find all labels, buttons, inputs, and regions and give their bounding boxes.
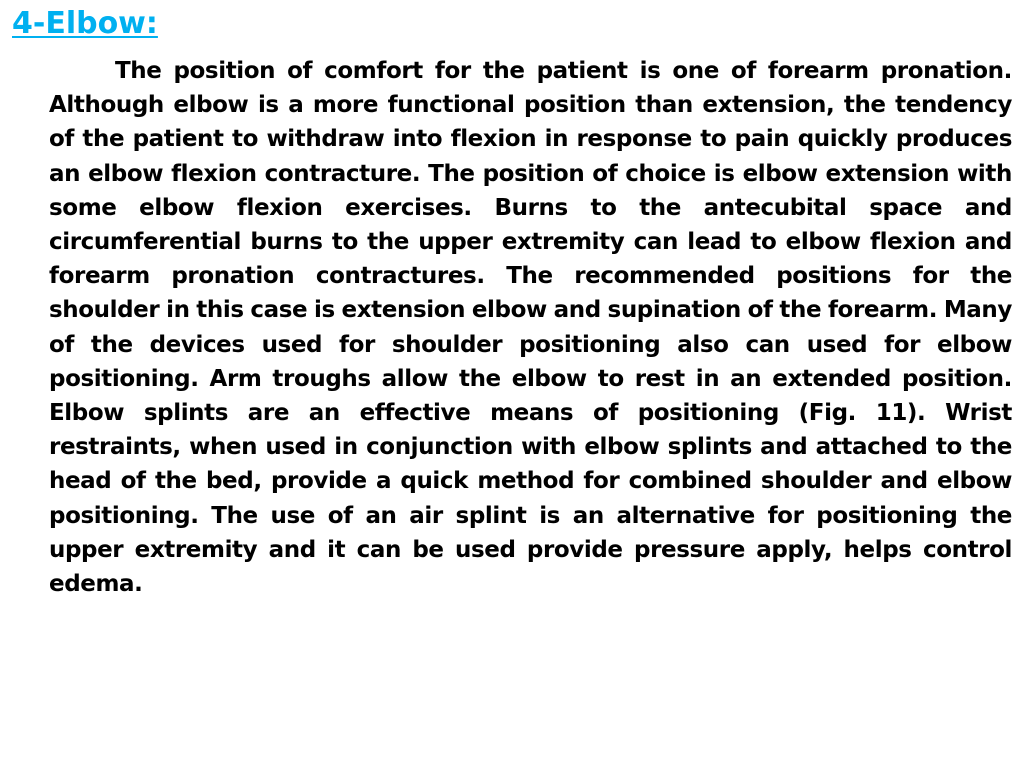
slide-heading: 4-Elbow: xyxy=(12,6,158,41)
body-paragraph: The position of comfort for the patient is one of forearm pronation. Although elbow is a more functional position than extension, the tendency of the patient to withdraw into flexion in response to pain quickly produces an elbow flexion contracture. The position of choice is elbow extension with some elbow flexion exercises. Burns to the antecubital space and circumferential burns to the upper extremity can lead to elbow flexion and forearm pronation contractures. The recommended positions for the shoulder in this case is extension elbow and supination of the forearm. Many of the devices used for shoulder positioning also can used for elbow positioning. Arm troughs allow the elbow to rest in an extended position. Elbow splints are an effective means of positioning (Fig. 11). Wrist restraints, when used in conjunction with elbow splints and attached to the head of the bed, provide a quick method for combined shoulder and elbow positioning. The use of an air splint is an alternative for positioning the upper extremity and it can be used provide pressure apply, helps control edema. xyxy=(49,58,1012,598)
